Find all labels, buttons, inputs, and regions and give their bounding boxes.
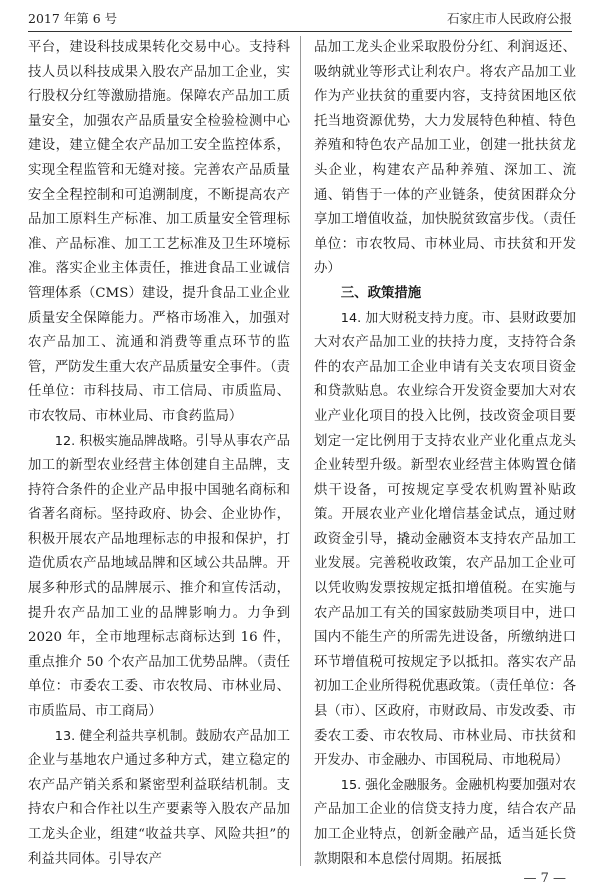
paragraph-benefit-sharing [28,725,290,873]
item-14-title: 14. 加大财税支持力度。 [340,310,482,326]
header-rule [28,31,572,32]
paragraph-financial-services [314,774,576,872]
item-15-title: 15. 强化金融服务。 [340,777,456,793]
item-13-body: 鼓励农产品加工企业与基地农户通过多种方式，建立稳定的农产品产销关系和紧密型利益联结机制。支持农户和合作社以生产要素等入股农产品加工龙头企业，组建“收益共享、风险共担”的利益共同体。引导农产 [28,728,290,867]
section-heading-policy-measures: 三、政策措施 [340,285,422,301]
item-12-body: 引导从事农产品加工的新型农业经营主体创建自主品牌，支持符合条件的企业产品申报中国驰名商标和省著名商标。坚持政府、协会、企业协作，积极开展农产品地理标志的申报和保护，打造优质农产品地域品牌和区域公共品牌。开展多种形式的品牌展示、推介和宣传活动，提升农产品加工业的品牌影响力。力争到 2020 年，全市地理标志商标达到 16 件，重点推介 50 个农产品加工优势品牌。（责任单位：市委农工委、市农牧局、市林业局、市质监局、市工商局） [28,433,290,720]
journal-title: 石家庄市人民政府公报 [446,11,572,26]
right-column [314,36,576,872]
page-number: — 7 — [523,871,566,886]
column-divider [300,36,301,866]
item-15-body: 金融机构要加强对农产品加工企业的信贷支持力度，结合农产品加工企业特点，创新金融产品，适当延长贷款期限和本息偿付周期。拓展抵 [314,777,576,867]
page-header [28,6,572,30]
paragraph-fiscal-support [314,307,576,774]
paragraph-quality-safety: 平台，建设科技成果转化交易中心。支持科技人员以科技成果入股农产品加工企业，实行股权分红等激励措施。保障农产品加工质量安全，加强农产品质量安全检验检测中心建设，建立健全农产品加工安全监控体系，实现全程监管和无缝对接。完善农产品质量安全全程控制和可追溯制度，不断提高农产品加工原料生产标准、加工质量安全管理标准、产品标准、加工工艺标准及卫生环境标准。落实企业主体责任，推进食品工业诚信管理体系（CMS）建设，提升食品工业企业质量安全保障能力。严格市场准入，加强对农产品加工、流通和消费等重点环节的监管，严防发生重大农产品质量安全事件。（责任单位：市科技局、市工信局、市质监局、市农牧局、市林业局、市食药监局） [28,40,290,424]
paragraph-brand-strategy [28,430,290,725]
issue-label: 2017 年第 6 号 [28,11,118,26]
paragraph-poverty-alleviation: 品加工龙头企业采取股份分红、利润返还、吸纳就业等形式让利农户。将农产品加工业作为产业扶贫的重要内容，支持贫困地区依托当地资源优势，大力发展特色种植、特色养殖和特色农产品加工业，创建一批扶贫龙头企业，构建农产品种养殖、深加工、流通、销售于一体的产业链条，使贫困群众分享加工增值收益，加快脱贫致富步伐。（责任单位：市农牧局、市林业局、市扶贫和开发办） [314,40,576,277]
item-12-title: 12. 积极实施品牌战略。 [54,433,196,449]
item-14-body: 市、县财政要加大对农产品加工业的扶持力度，支持符合条件的农产品加工企业申请有关支农项目资金和贷款贴息。农业综合开发资金要加大对农业产业化项目的投入比例，技改资金项目要划定一定比例用于支持农业产业化重点龙头企业转型升级。新型农业经营主体购置仓储烘干设备，可按规定享受农机购置补贴政策。开展农业产业化增信基金试点，通过财政资金引导，撬动金融资本支持农产品加工业发展。完善税收政策，农产品加工企业可以凭收购发票按规定抵扣增值税。在实施与农产品加工有关的国家鼓励类项目中，进口国内不能生产的所需先进设备，所缴纳进口环节增值税可按规定予以抵扣。落实农产品初加工企业所得税优惠政策。（责任单位：各县（市）、区政府，市财政局、市发改委、市委农工委、市农牧局、市林业局、市扶贫和开发办、市金融办、市国税局、市地税局） [314,310,576,769]
item-13-title: 13. 健全利益共享机制。 [54,728,196,744]
left-column [28,36,290,872]
